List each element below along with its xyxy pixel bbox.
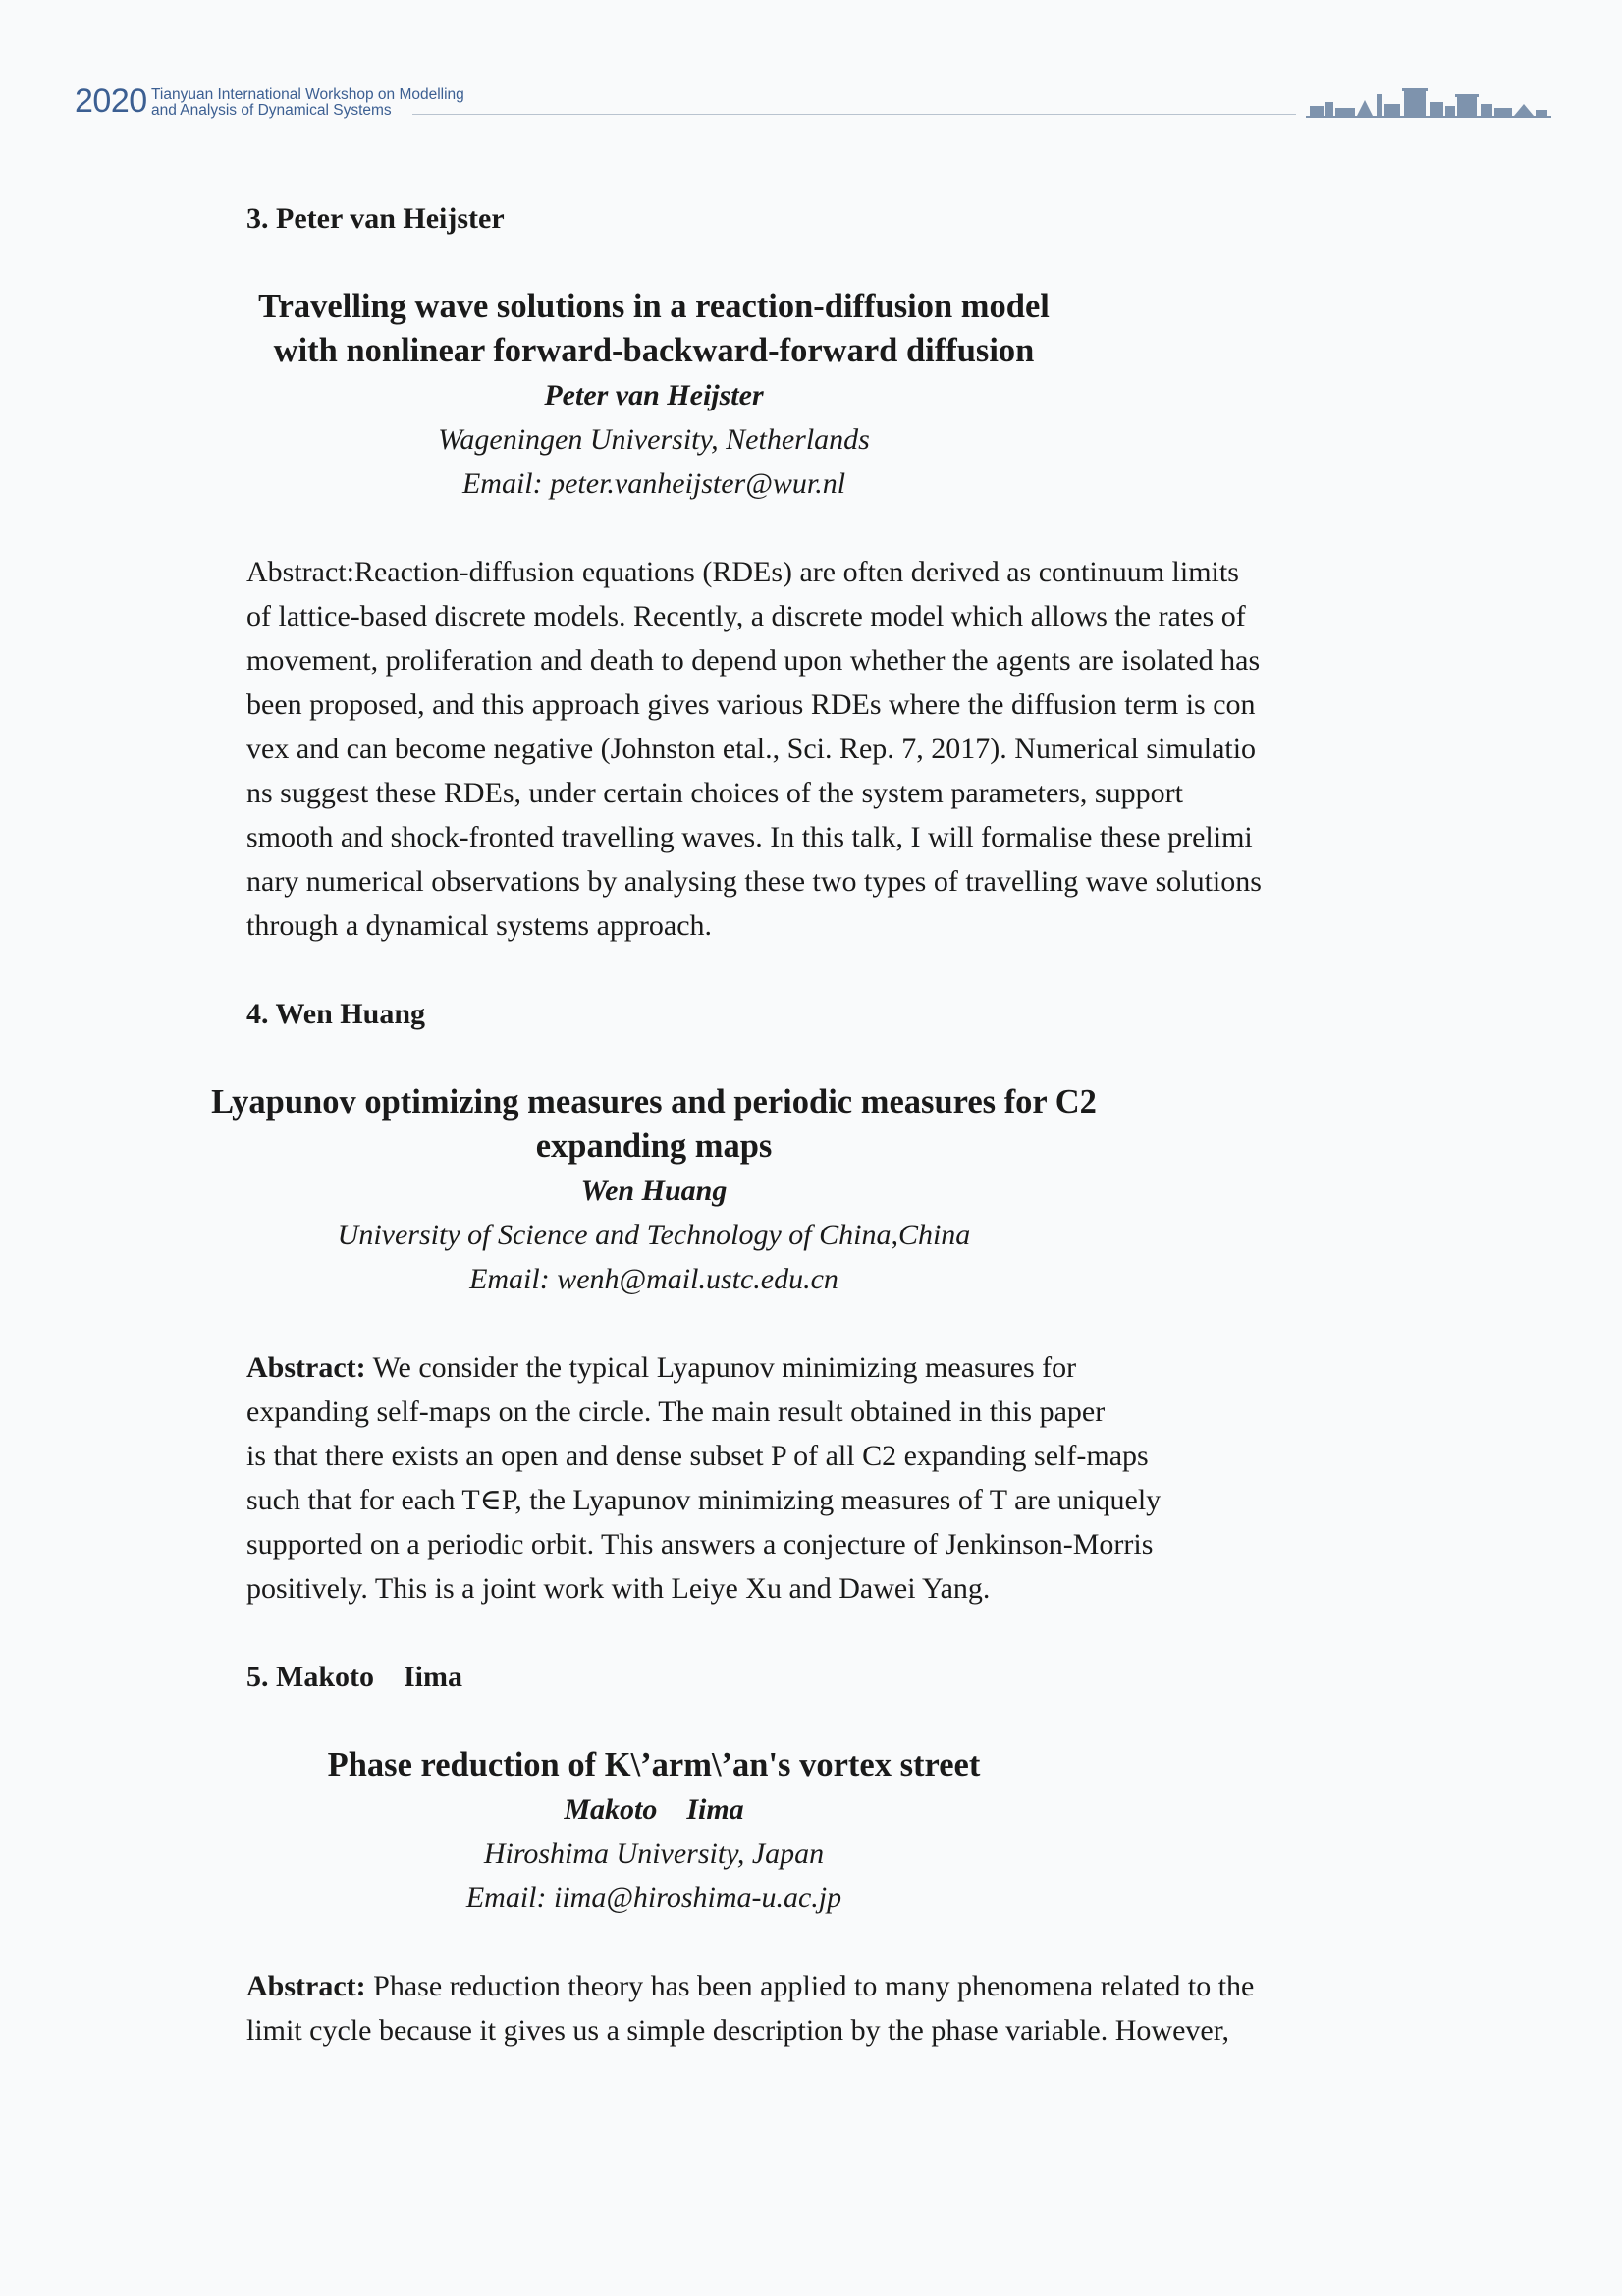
talk-abstract [246, 550, 1385, 948]
abstract-line: been proposed, and this approach gives various RDEs where the diffusion term is con [246, 688, 1256, 721]
abstract-line: nary numerical observations by analysing these two types of travelling wave solutions [246, 865, 1262, 898]
talk-affiliation: University of Science and Technology of China,China [337, 1219, 971, 1251]
talk-abstract [246, 1964, 1385, 2052]
talk-author: Peter van Heijster [544, 379, 764, 411]
talk-email: Email: wenh@mail.ustc.edu.cn [469, 1263, 838, 1295]
skyline-logo-icon [1306, 81, 1551, 120]
talk-title-line: Lyapunov optimizing measures and periodic measures for C2 [211, 1083, 1097, 1121]
abstract-line: movement, proliferation and death to depend upon whether the agents are isolated has [246, 644, 1261, 677]
abstract-line [246, 1964, 1385, 2008]
talk-abstract [246, 1345, 1385, 1611]
section-heading: 3. Peter van Heijster [246, 202, 505, 235]
talk-title [89, 1743, 1218, 1787]
talk-affiliation: Hiroshima University, Japan [483, 1837, 825, 1870]
header-rule [412, 114, 1296, 115]
abstract-line: of lattice-based discrete models. Recently, a discrete model which allows the rates of [246, 600, 1246, 632]
page-content [211, 196, 1376, 2052]
talk-title-line: expanding maps [535, 1127, 773, 1165]
talk-author: Makoto Iima [564, 1793, 744, 1826]
talk-email: Email: peter.vanheijster@wur.nl [461, 467, 846, 500]
section-heading: 4. Wen Huang [246, 998, 426, 1030]
talk-author: Wen Huang [580, 1175, 728, 1207]
abstract-label: Abstract: [246, 1970, 366, 2002]
talk-email: Email: iima@hiroshima-u.ac.jp [465, 1882, 842, 1914]
talk-title-line: with nonlinear forward-backward-forward diffusion [273, 332, 1035, 369]
abstract-label: Abstract: [246, 1351, 366, 1384]
header-line-1: Tianyuan International Workshop on Modelling [151, 86, 464, 103]
abstract-line: expanding self-maps on the circle. The main result obtained in this paper [246, 1395, 1106, 1428]
section-heading: 5. Makoto Iima [246, 1661, 462, 1693]
abstract-line: positively. This is a joint work with Leiye Xu and Dawei Yang. [246, 1572, 991, 1605]
header-line-2: and Analysis of Dynamical Systems [151, 101, 392, 119]
talk-title-line: Travelling wave solutions in a reaction-diffusion model [258, 288, 1050, 325]
abstract-line: vex and can become negative (Johnston etal., Sci. Rep. 7, 2017). Numerical simulatio [246, 733, 1257, 765]
talk-title-line: Phase reduction of K\’arm\’an's vortex street [327, 1746, 981, 1783]
header-year: 2020 [75, 82, 147, 120]
abstract-line: is that there exists an open and dense subset P of all C2 expanding self-maps [246, 1440, 1149, 1472]
abstract-line: through a dynamical systems approach. [246, 909, 713, 942]
abstract-line: supported on a periodic orbit. This answers a conjecture of Jenkinson-Morris [246, 1528, 1154, 1560]
abstract-line: limit cycle because it gives us a simple description by the phase variable. However, [246, 2014, 1229, 2047]
talk-affiliation: Wageningen University, Netherlands [438, 423, 870, 456]
talk-title [89, 1080, 1218, 1169]
abstract-text: Phase reduction theory has been applied to many phenomena related to the [365, 1970, 1255, 2002]
abstract-line [246, 1345, 1385, 1390]
abstract-line: Abstract:Reaction-diffusion equations (RDEs) are often derived as continuum limits [246, 556, 1239, 588]
talk-title [89, 285, 1218, 373]
abstract-line: ns suggest these RDEs, under certain choices of the system parameters, support [246, 777, 1183, 809]
abstract-line: such that for each T∈P, the Lyapunov minimizing measures of T are uniquely [246, 1484, 1162, 1516]
abstract-text: We consider the typical Lyapunov minimizing measures for [365, 1351, 1077, 1384]
abstract-line: smooth and shock-fronted travelling waves. In this talk, I will formalise these prelimi [246, 821, 1253, 853]
page-header [0, 0, 1622, 128]
